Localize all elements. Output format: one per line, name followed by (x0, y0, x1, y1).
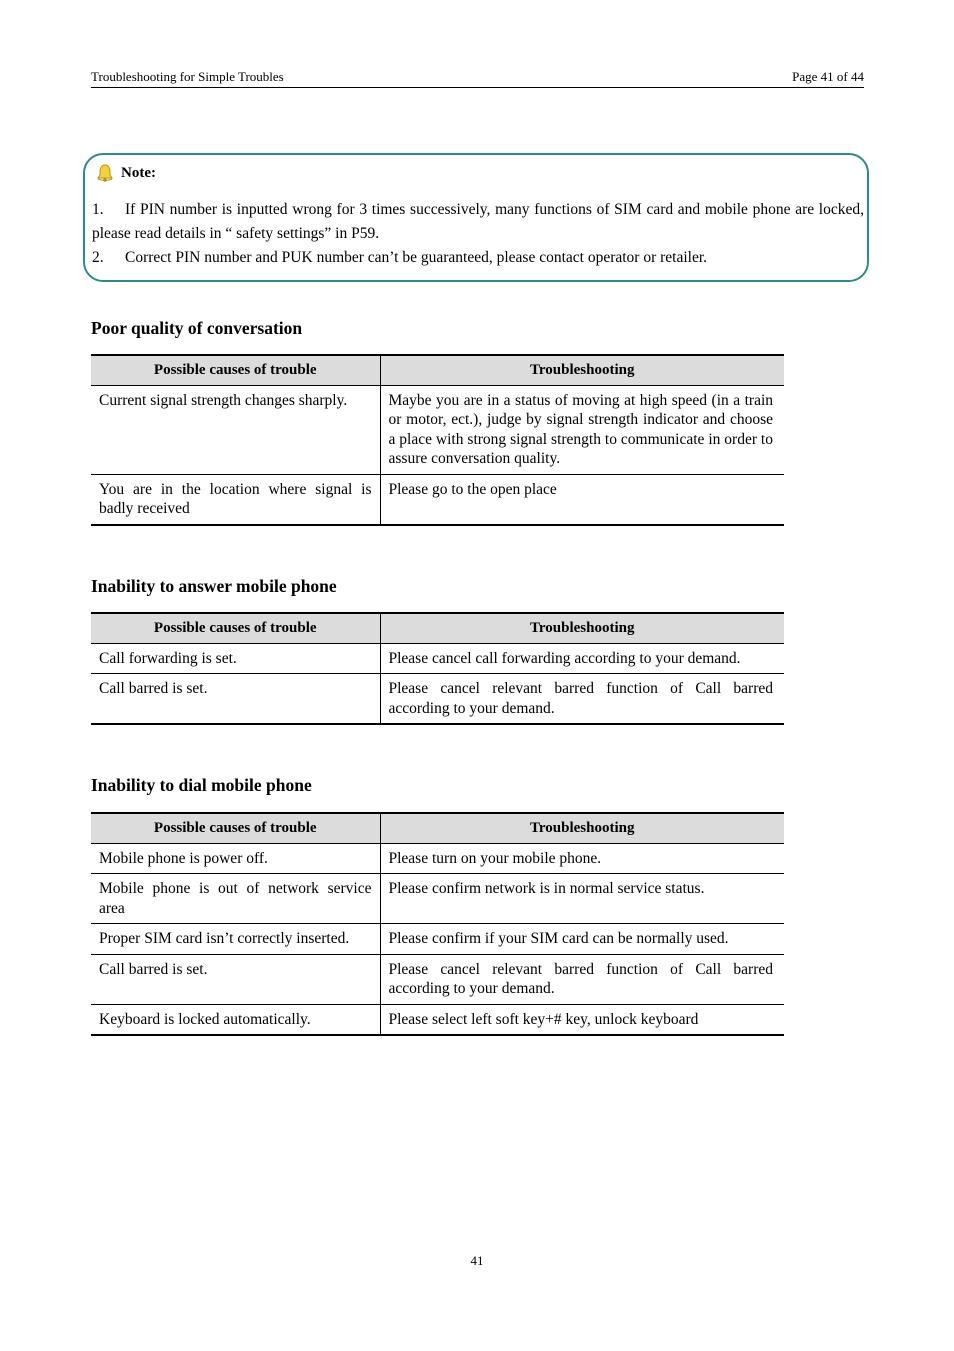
note-title: Note: (121, 164, 156, 181)
cause-cell: Mobile phone is out of network service area (91, 874, 380, 924)
fix-cell: Please go to the open place (380, 474, 784, 525)
note-item-text: If PIN number is inputted wrong for 3 times successively, many functions of SIM card and mobile phone are locked, please read details in “ safety settings” in P59. (92, 201, 864, 242)
fix-cell: Please cancel call forwarding according to your demand. (380, 643, 784, 674)
column-header-causes: Possible causes of trouble (91, 613, 380, 643)
cause-cell: Mobile phone is power off. (91, 843, 380, 874)
cause-cell: Keyboard is locked automatically. (91, 1004, 380, 1035)
column-header-causes: Possible causes of trouble (91, 355, 380, 385)
note-item (92, 198, 864, 246)
note-item-text: Correct PIN number and PUK number can’t be guaranteed, please contact operator or retailer. (125, 249, 708, 266)
note-item-number: 2. (92, 249, 104, 266)
table-answer (91, 612, 784, 725)
fix-cell: Please select left soft key+# key, unlock keyboard (380, 1004, 784, 1035)
table-row (91, 843, 784, 874)
table-header-row (91, 813, 784, 843)
fix-cell: Please confirm network is in normal service status. (380, 874, 784, 924)
fix-cell: Please cancel relevant barred function of Call barred according to your demand. (380, 954, 784, 1004)
cause-cell: Current signal strength changes sharply. (91, 385, 380, 474)
fix-cell: Maybe you are in a status of moving at high speed (in a train or motor, ect.), judge by signal strength indicator and choose a place with strong signal strength to communicate in order to assure conversation quality. (380, 385, 784, 474)
column-header-troubleshooting: Troubleshooting (380, 813, 784, 843)
table-row (91, 874, 784, 924)
note-heading (95, 163, 156, 183)
bell-icon (95, 163, 115, 183)
cause-cell: You are in the location where signal is badly received (91, 474, 380, 525)
section-title-poor-quality: Poor quality of conversation (91, 318, 303, 338)
fix-cell: Please confirm if your SIM card can be normally used. (380, 924, 784, 955)
note-item (92, 246, 864, 270)
note-box (83, 153, 869, 282)
header-title: Troubleshooting for Simple Troubles (91, 69, 284, 84)
table-poor-quality (91, 354, 784, 526)
table-row (91, 674, 784, 725)
table-header-row (91, 613, 784, 643)
column-header-troubleshooting: Troubleshooting (380, 613, 784, 643)
cause-cell: Call barred is set. (91, 954, 380, 1004)
table-row (91, 385, 784, 474)
table-row (91, 474, 784, 525)
table-row (91, 954, 784, 1004)
column-header-troubleshooting: Troubleshooting (380, 355, 784, 385)
page-header (91, 67, 864, 88)
table-row (91, 643, 784, 674)
header-page-count: Page 41 of 44 (792, 69, 864, 84)
note-item-number: 1. (92, 201, 104, 218)
table-header-row (91, 355, 784, 385)
fix-cell: Please turn on your mobile phone. (380, 843, 784, 874)
cause-cell: Call barred is set. (91, 674, 380, 725)
section-title-answer: Inability to answer mobile phone (91, 576, 337, 596)
fix-cell: Please cancel relevant barred function of Call barred according to your demand. (380, 674, 784, 725)
cause-cell: Call forwarding is set. (91, 643, 380, 674)
table-row (91, 924, 784, 955)
cause-cell: Proper SIM card isn’t correctly inserted. (91, 924, 380, 955)
table-dial (91, 812, 784, 1036)
column-header-causes: Possible causes of trouble (91, 813, 380, 843)
page-number: 41 (470, 1253, 484, 1268)
section-title-dial: Inability to dial mobile phone (91, 775, 312, 795)
table-row (91, 1004, 784, 1035)
